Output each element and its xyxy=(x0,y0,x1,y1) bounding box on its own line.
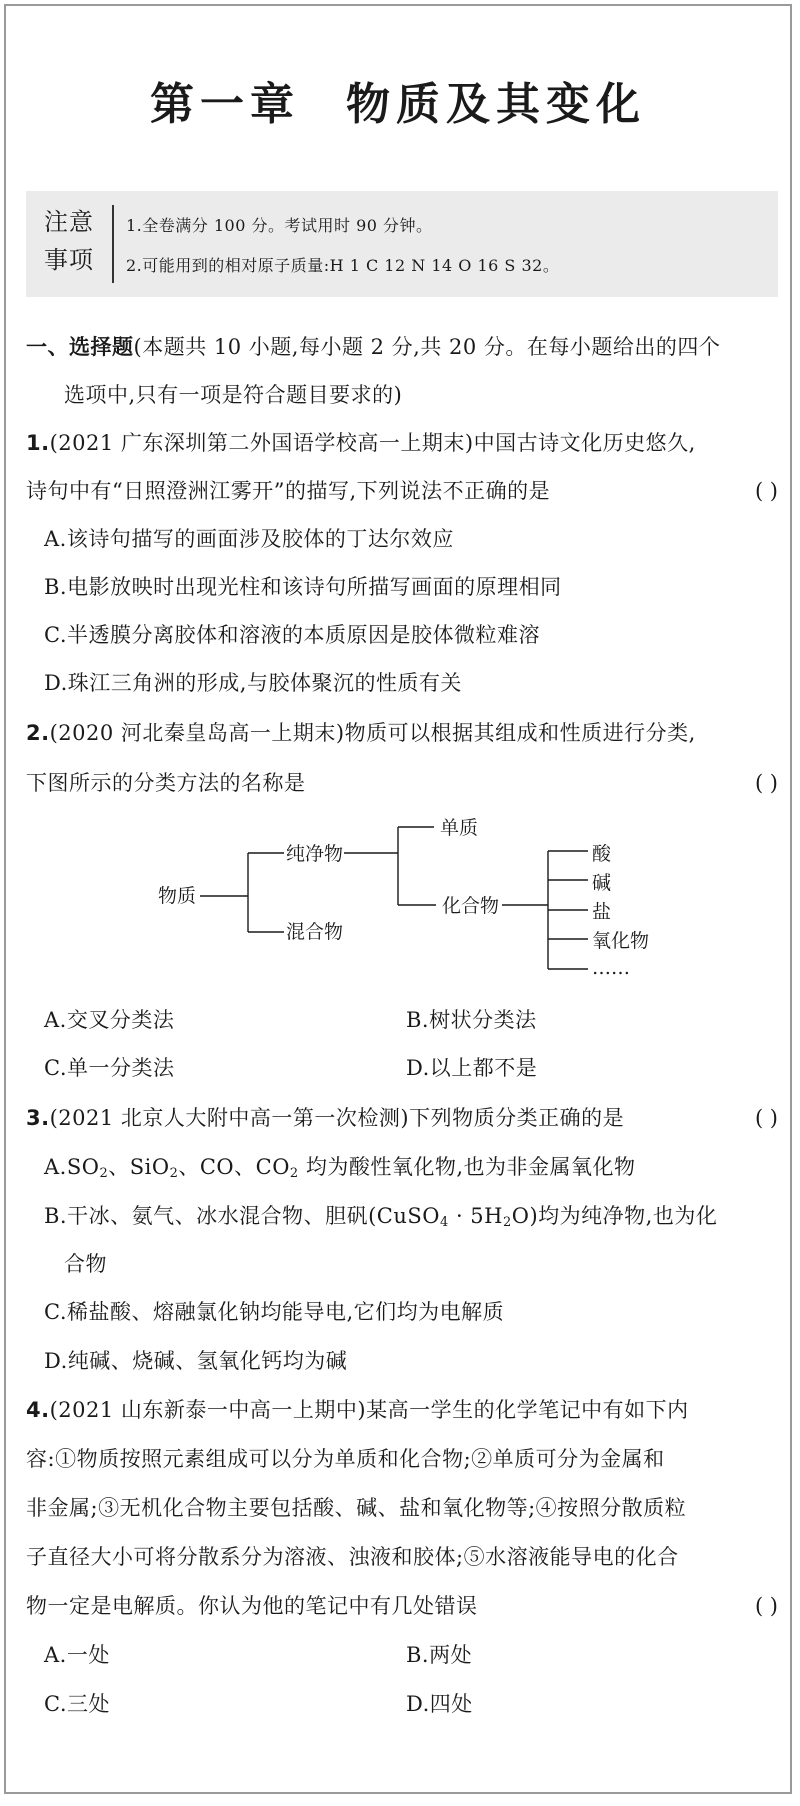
q2-stem-line1: 2.(2020 河北秦皇岛高一上期末)物质可以根据其组成和性质进行分类, xyxy=(26,721,696,745)
q2-answer-blank[interactable]: ( ) xyxy=(754,771,778,795)
q3-option-d[interactable]: D.纯碱、烧碱、氢氧化钙均为碱 xyxy=(44,1349,348,1373)
q4-stem-line5: 物一定是电解质。你认为他的笔记中有几处错误 ( ) xyxy=(26,1591,778,1621)
q2-option-c[interactable]: C.单一分类法 xyxy=(44,1056,175,1080)
q1-answer-blank[interactable]: ( ) xyxy=(754,479,778,503)
q2-option-d[interactable]: D.以上都不是 xyxy=(406,1056,538,1080)
notice-item-2: 2.可能用到的相对原子质量:H 1 C 12 N 14 O 16 S 32。 xyxy=(126,256,560,275)
q1-stem-line2: 诗句中有“日照澄洲江雾开”的描写,下列说法不正确的是 ( ) xyxy=(26,476,778,506)
q1-option-c[interactable]: C.半透膜分离胶体和溶液的本质原因是胶体微粒难溶 xyxy=(44,623,540,647)
q4-option-a[interactable]: A.一处 xyxy=(44,1643,110,1667)
q3-answer-blank[interactable]: ( ) xyxy=(754,1106,778,1130)
q1-stem-line1: 1.(2021 广东深圳第二外国语学校高一上期末)中国古诗文化历史悠久, xyxy=(26,431,696,455)
q4-stem-line1: 4.(2021 山东新泰一中高一上期中)某高一学生的化学笔记中有如下内 xyxy=(26,1398,689,1422)
q3-stem-line1: 3.(2021 北京人大附中高一第一次检测)下列物质分类正确的是 ( ) xyxy=(26,1103,778,1133)
chapter-title xyxy=(6,68,790,132)
tree-node-base: 碱 xyxy=(592,872,612,894)
q2-option-a[interactable]: A.交叉分类法 xyxy=(44,1008,175,1032)
q3-option-b[interactable]: B.干冰、氨气、冰水混合物、胆矾(CuSO$_4$ · $5H_2O$)均为纯净物,也为化 xyxy=(44,1204,718,1230)
tree-node-compound: 化合物 xyxy=(442,895,500,917)
chapter-number: 第一章 xyxy=(150,79,300,130)
chapter-name: 物质及其变化 xyxy=(346,79,646,130)
q4-option-b[interactable]: B.两处 xyxy=(406,1643,473,1667)
q3-option-a[interactable]: $A.SO_2$、SiO$_2$、CO、$CO_2$ 均为酸性氧化物,也为非金属氧化物 xyxy=(44,1155,636,1181)
tree-node-pure: 纯净物 xyxy=(286,843,344,865)
q3-option-c[interactable]: C.稀盐酸、熔融氯化钠均能导电,它们均为电解质 xyxy=(44,1300,505,1324)
exam-page xyxy=(4,4,792,1794)
section-desc-line2: 选项中,只有一项是符合题目要求的) xyxy=(64,383,403,407)
tree-node-acid: 酸 xyxy=(592,843,612,865)
section-heading: 一、选择题(本题共 10 小题,每小题 2 分,共 20 分。在每小题给出的四个 xyxy=(26,335,721,359)
q1-option-a[interactable]: A.该诗句描写的画面涉及胶体的丁达尔效应 xyxy=(44,527,454,551)
tree-node-ellipsis: …… xyxy=(592,957,630,979)
tree-node-element: 单质 xyxy=(440,817,479,839)
q2-option-b[interactable]: B.树状分类法 xyxy=(406,1008,537,1032)
q3-option-b-line2: 合物 xyxy=(64,1252,107,1276)
tree-node-salt: 盐 xyxy=(592,901,612,923)
q2-stem-line2: 下图所示的分类方法的名称是 ( ) xyxy=(26,768,778,798)
q1-option-b[interactable]: B.电影放映时出现光柱和该诗句所描写画面的原理相同 xyxy=(44,575,562,599)
tree-node-root: 物质 xyxy=(158,885,197,907)
tree-node-oxide: 氧化物 xyxy=(592,930,650,952)
notice-label: 注意 事项 xyxy=(44,208,94,274)
q4-answer-blank[interactable]: ( ) xyxy=(754,1594,778,1618)
q1-option-d[interactable]: D.珠江三角洲的形成,与胶体聚沉的性质有关 xyxy=(44,671,462,695)
q4-option-c[interactable]: C.三处 xyxy=(44,1692,110,1716)
q4-stem-line2: 容:①物质按照元素组成可以分为单质和化合物;②单质可分为金属和 xyxy=(26,1447,665,1471)
q4-option-d[interactable]: D.四处 xyxy=(406,1692,473,1716)
notice-item-1: 1.全卷满分 100 分。考试用时 90 分钟。 xyxy=(126,216,433,235)
q4-stem-line3: 非金属;③无机化合物主要包括酸、碱、盐和氧化物等;④按照分散质粒 xyxy=(26,1496,687,1520)
notice-box xyxy=(26,191,778,297)
notice-divider xyxy=(112,205,114,283)
tree-node-mixture: 混合物 xyxy=(286,921,344,943)
q4-stem-line4: 子直径大小可将分散系分为溶液、浊液和胶体;⑤水溶液能导电的化合 xyxy=(26,1545,679,1569)
